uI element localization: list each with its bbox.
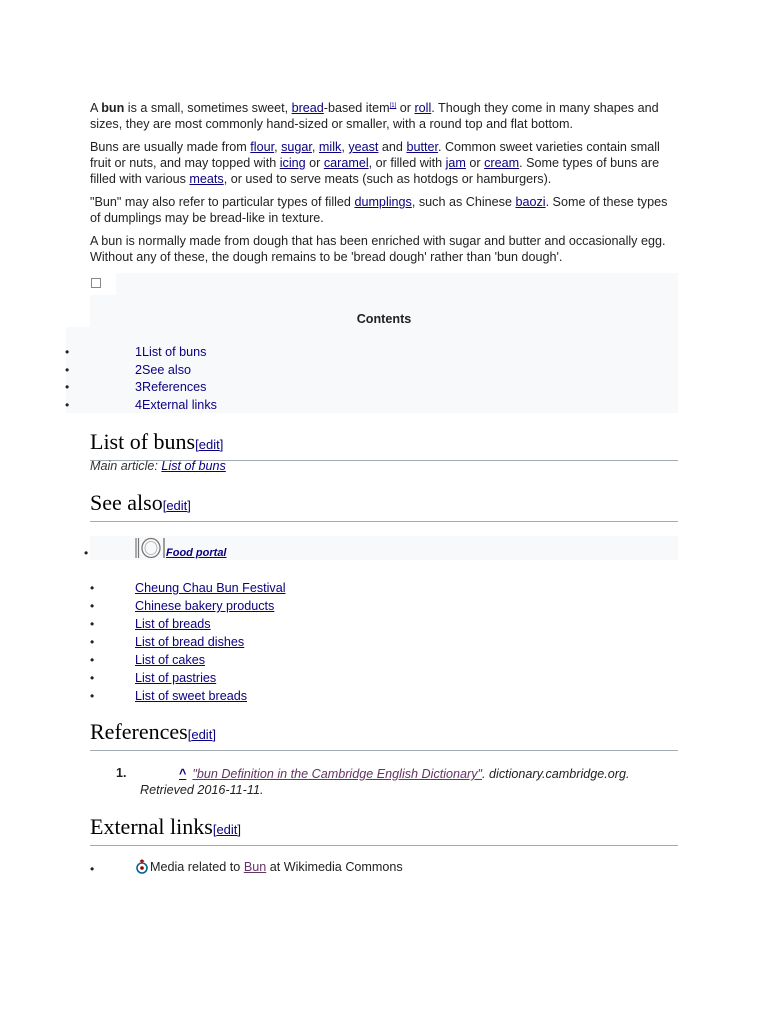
intro-paragraph-2 bbox=[90, 139, 675, 187]
bracket: ] bbox=[187, 498, 191, 513]
bullet: • bbox=[90, 581, 95, 595]
bullet: • bbox=[65, 398, 70, 412]
text: , bbox=[311, 140, 319, 154]
text: , or filled with bbox=[368, 156, 446, 170]
bullet: • bbox=[90, 653, 95, 667]
text: Main article: bbox=[90, 459, 162, 473]
text: or bbox=[465, 156, 485, 170]
text: Buns are usually made from bbox=[90, 140, 251, 154]
bullet: • bbox=[84, 546, 89, 560]
intro-paragraph-1 bbox=[90, 100, 675, 132]
see-also-link[interactable]: Chinese bakery products bbox=[135, 599, 275, 613]
toc-title: Contents bbox=[356, 312, 412, 326]
see-also-link[interactable]: List of breads bbox=[135, 617, 211, 631]
bullet: • bbox=[90, 689, 95, 703]
bullet: • bbox=[90, 862, 95, 876]
see-also-link[interactable]: List of sweet breads bbox=[135, 689, 248, 703]
toc-label[interactable]: See also bbox=[142, 363, 192, 377]
commons-note bbox=[150, 860, 403, 874]
heading-text: References bbox=[90, 719, 188, 744]
text: . Some of these types of dumplings may be bread-like in texture. bbox=[90, 195, 668, 225]
text: or bbox=[305, 156, 324, 170]
toc-label[interactable]: External links bbox=[142, 398, 217, 412]
bracket: [ bbox=[187, 727, 192, 742]
heading-external-links bbox=[90, 814, 678, 846]
link-flour[interactable]: flour bbox=[250, 140, 275, 154]
text: . Common sweet varieties contain small fruit or nuts, and may topped with bbox=[90, 140, 660, 170]
text: is a small, sometimes sweet, bbox=[124, 101, 292, 115]
commons-bun-link[interactable]: Bun bbox=[243, 860, 267, 874]
food-portal-icon bbox=[134, 537, 166, 562]
see-also-link[interactable]: List of bread dishes bbox=[135, 635, 245, 649]
bracket: [ bbox=[162, 498, 167, 513]
intro-paragraph-3 bbox=[90, 194, 675, 226]
text: "Bun" may also refer to particular types of filled bbox=[90, 195, 355, 209]
link-jam[interactable]: jam bbox=[445, 156, 466, 170]
edit-link[interactable]: edit bbox=[166, 498, 188, 513]
toc-item-external-links[interactable] bbox=[0, 396, 760, 414]
text: . Though they come in many shapes and sizes, they are most commonly hand-sized or smaller, with a round top and flat bottom. bbox=[90, 101, 659, 131]
bullet: • bbox=[65, 380, 70, 394]
text: , or used to serve meats (such as hotdogs or hamburgers). bbox=[223, 172, 552, 186]
text: Media related to bbox=[150, 860, 244, 874]
link-milk[interactable]: milk bbox=[318, 140, 342, 154]
link-cream[interactable]: cream bbox=[484, 156, 520, 170]
bullet: • bbox=[65, 345, 70, 359]
link-baozi[interactable]: baozi bbox=[515, 195, 546, 209]
link-roll[interactable]: roll bbox=[414, 101, 432, 115]
text: , bbox=[274, 140, 282, 154]
toc-item-see-also[interactable] bbox=[0, 361, 760, 379]
edit-link[interactable]: edit bbox=[216, 822, 238, 837]
toc-number: 1 bbox=[135, 345, 143, 359]
text: at Wikimedia Commons bbox=[266, 860, 403, 874]
intro-paragraph-4: A bun is normally made from dough that has been enriched with sugar and butter and occasionally egg. Without any of these, the dough remains to be 'bread dough' rather than 'bun dough'. bbox=[90, 234, 666, 264]
see-also-link[interactable]: List of cakes bbox=[135, 653, 205, 667]
edit-link[interactable]: edit bbox=[198, 437, 220, 452]
link-yeast[interactable]: yeast bbox=[348, 140, 379, 154]
toc-number: 4 bbox=[135, 398, 143, 412]
main-article-link[interactable]: List of buns bbox=[161, 459, 226, 473]
see-also-link[interactable]: List of pastries bbox=[135, 671, 217, 685]
toc-label[interactable]: References bbox=[142, 380, 207, 394]
link-bread[interactable]: bread bbox=[291, 101, 324, 115]
bracket: ] bbox=[219, 437, 224, 452]
toc-label[interactable]: List of buns bbox=[142, 345, 207, 359]
bullet: • bbox=[90, 671, 95, 685]
text: or bbox=[396, 101, 415, 115]
bullet: • bbox=[90, 599, 95, 613]
bracket: ] bbox=[212, 727, 216, 742]
heading-text: External links bbox=[90, 814, 213, 839]
backlink-caret[interactable]: ^ bbox=[179, 767, 187, 781]
heading-see-also bbox=[90, 490, 678, 522]
heading-references bbox=[90, 719, 678, 751]
toc-toggle-checkbox[interactable] bbox=[91, 278, 101, 288]
link-dumplings[interactable]: dumplings bbox=[354, 195, 412, 209]
link-icing[interactable]: icing bbox=[279, 156, 306, 170]
heading-list-of-buns bbox=[90, 429, 678, 461]
reference-number: 1. bbox=[116, 766, 127, 780]
article-term: bun bbox=[101, 101, 125, 115]
bullet: • bbox=[90, 617, 95, 631]
main-article-note bbox=[90, 459, 226, 473]
bracket: [ bbox=[195, 437, 199, 452]
text: -based item bbox=[323, 101, 390, 115]
link-sugar[interactable]: sugar bbox=[281, 140, 312, 154]
wikimedia-commons-icon bbox=[135, 859, 149, 878]
bullet: • bbox=[90, 635, 95, 649]
toc-number: 2 bbox=[135, 363, 143, 377]
text: and bbox=[378, 140, 407, 154]
link-meats[interactable]: meats bbox=[189, 172, 224, 186]
reference-retrieved: Retrieved 2016-11-11. bbox=[140, 783, 264, 797]
edit-link[interactable]: edit bbox=[191, 727, 213, 742]
reference-item bbox=[140, 766, 640, 798]
heading-text: See also bbox=[90, 490, 163, 515]
text: , bbox=[341, 140, 349, 154]
toc-item-references[interactable] bbox=[0, 378, 760, 396]
heading-text: List of buns bbox=[90, 429, 196, 454]
toc-item-list-of-buns[interactable] bbox=[0, 343, 760, 361]
text: . Some types of buns are filled with various bbox=[90, 156, 660, 186]
link-caramel[interactable]: caramel bbox=[323, 156, 369, 170]
text: A bbox=[90, 101, 102, 115]
reference-site: . dictionary.cambridge.org. bbox=[482, 767, 630, 781]
reference-title-link[interactable]: "bun Definition in the Cambridge English Dictionary" bbox=[192, 767, 483, 781]
link-butter[interactable]: butter bbox=[406, 140, 438, 154]
see-also-link[interactable]: Cheung Chau Bun Festival bbox=[135, 581, 286, 595]
citation-1-link[interactable]: [1] bbox=[389, 103, 397, 109]
toc-number: 3 bbox=[135, 380, 143, 394]
bullet: • bbox=[65, 363, 70, 377]
text: , such as Chinese bbox=[411, 195, 516, 209]
food-portal-link[interactable]: Food portal bbox=[166, 547, 227, 559]
bracket: ] bbox=[237, 822, 242, 837]
bracket: [ bbox=[212, 822, 217, 837]
